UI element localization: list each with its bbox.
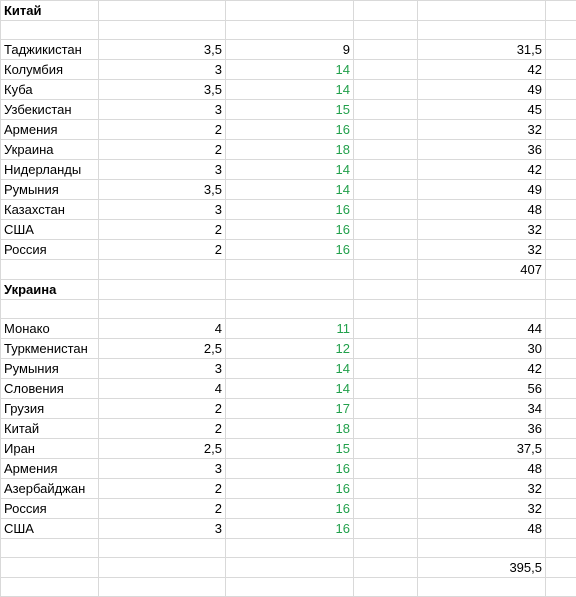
- cell-value-b[interactable]: 2: [99, 120, 226, 140]
- cell-value-d[interactable]: [354, 100, 418, 120]
- cell-value-e[interactable]: 407: [418, 260, 546, 280]
- cell-country[interactable]: США: [1, 220, 99, 240]
- cell-value-e[interactable]: 32: [418, 220, 546, 240]
- cell-empty[interactable]: [546, 1, 576, 21]
- cell-value-c[interactable]: 18: [226, 419, 354, 439]
- cell-value-e[interactable]: 32: [418, 240, 546, 260]
- cell-country[interactable]: Колумбия: [1, 60, 99, 80]
- cell-country[interactable]: Грузия: [1, 399, 99, 419]
- cell-value-d[interactable]: [354, 60, 418, 80]
- cell-country[interactable]: Казахстан: [1, 200, 99, 220]
- cell-value-e[interactable]: [418, 578, 546, 597]
- cell-value-d[interactable]: [354, 558, 418, 578]
- cell-value-e[interactable]: 44: [418, 319, 546, 339]
- cell-value-e[interactable]: 32: [418, 499, 546, 519]
- cell-value-e[interactable]: 48: [418, 519, 546, 539]
- section-header-row: [1, 1, 576, 21]
- cell-empty[interactable]: [546, 280, 576, 300]
- table-row: [1, 539, 576, 558]
- cell-value-b[interactable]: 2: [99, 499, 226, 519]
- cell-value-c[interactable]: 18: [226, 140, 354, 160]
- cell-value-b[interactable]: [99, 300, 226, 319]
- table-row: [1, 160, 576, 180]
- cell-value-b[interactable]: 3: [99, 60, 226, 80]
- cell-value-d[interactable]: [354, 300, 418, 319]
- cell-empty[interactable]: [546, 479, 576, 499]
- cell-value-e[interactable]: 48: [418, 200, 546, 220]
- cell-value-b[interactable]: 2,5: [99, 439, 226, 459]
- cell-value-d[interactable]: [354, 419, 418, 439]
- cell-value-c[interactable]: [226, 21, 354, 40]
- cell-empty[interactable]: [546, 439, 576, 459]
- cell-value-c[interactable]: 16: [226, 499, 354, 519]
- table-row: [1, 399, 576, 419]
- cell-value-d[interactable]: [354, 379, 418, 399]
- cell-value-d[interactable]: [354, 40, 418, 60]
- table-row: [1, 459, 576, 479]
- cell-value-c[interactable]: 16: [226, 200, 354, 220]
- cell-value-e[interactable]: 42: [418, 160, 546, 180]
- cell-value-d[interactable]: [354, 200, 418, 220]
- cell-country[interactable]: Азербайджан: [1, 479, 99, 499]
- cell-value-c[interactable]: [226, 578, 354, 597]
- cell-value-b[interactable]: 4: [99, 379, 226, 399]
- cell-country[interactable]: [1, 300, 99, 319]
- cell-value-b[interactable]: [99, 280, 226, 300]
- table-row: [1, 100, 576, 120]
- cell-value-c[interactable]: 16: [226, 519, 354, 539]
- cell-country[interactable]: Россия: [1, 240, 99, 260]
- cell-value-c[interactable]: 16: [226, 120, 354, 140]
- cell-value-b[interactable]: [99, 578, 226, 597]
- cell-value-c[interactable]: [226, 260, 354, 280]
- cell-country[interactable]: Армения: [1, 120, 99, 140]
- cell-value-d[interactable]: [354, 319, 418, 339]
- cell-value-b[interactable]: 3,5: [99, 40, 226, 60]
- cell-value-d[interactable]: [354, 519, 418, 539]
- cell-value-d[interactable]: [354, 439, 418, 459]
- cell-value-e[interactable]: 48: [418, 459, 546, 479]
- cell-empty[interactable]: [546, 21, 576, 40]
- table-row: [1, 578, 576, 597]
- cell-country[interactable]: Куба: [1, 80, 99, 100]
- cell-value-d[interactable]: [354, 120, 418, 140]
- cell-value-e[interactable]: 49: [418, 180, 546, 200]
- cell-empty[interactable]: [546, 499, 576, 519]
- cell-value-c[interactable]: [226, 280, 354, 300]
- spreadsheet-body: [1, 1, 576, 597]
- cell-value-d[interactable]: [354, 260, 418, 280]
- cell-empty[interactable]: [546, 220, 576, 240]
- cell-country[interactable]: Туркменистан: [1, 339, 99, 359]
- cell-value-b[interactable]: 3: [99, 200, 226, 220]
- cell-value-b[interactable]: 3,5: [99, 180, 226, 200]
- cell-value-c[interactable]: 14: [226, 80, 354, 100]
- cell-value-e[interactable]: 32: [418, 479, 546, 499]
- cell-country[interactable]: США: [1, 519, 99, 539]
- cell-value-c[interactable]: 14: [226, 160, 354, 180]
- cell-value-d[interactable]: [354, 459, 418, 479]
- cell-country[interactable]: Таджикистан: [1, 40, 99, 60]
- cell-value-e[interactable]: 395,5: [418, 558, 546, 578]
- cell-empty[interactable]: [546, 140, 576, 160]
- table-row: [1, 80, 576, 100]
- cell-value-e[interactable]: 42: [418, 359, 546, 379]
- cell-empty[interactable]: [546, 359, 576, 379]
- cell-value-e[interactable]: 42: [418, 60, 546, 80]
- cell-value-b[interactable]: 2: [99, 479, 226, 499]
- table-row: [1, 60, 576, 80]
- cell-value-e[interactable]: 30: [418, 339, 546, 359]
- cell-value-d[interactable]: [354, 240, 418, 260]
- cell-value-c[interactable]: 14: [226, 379, 354, 399]
- cell-empty[interactable]: [546, 260, 576, 280]
- cell-value-e[interactable]: 36: [418, 419, 546, 439]
- table-row: [1, 200, 576, 220]
- cell-value-c[interactable]: [226, 539, 354, 558]
- section-header-row: [1, 280, 576, 300]
- cell-country[interactable]: Румыния: [1, 180, 99, 200]
- cell-value-c[interactable]: 17: [226, 399, 354, 419]
- cell-value-d[interactable]: [354, 140, 418, 160]
- table-row: [1, 260, 576, 280]
- cell-value-d[interactable]: [354, 220, 418, 240]
- table-row: [1, 21, 576, 40]
- cell-value-d[interactable]: [354, 578, 418, 597]
- table-row: [1, 140, 576, 160]
- table-row: [1, 120, 576, 140]
- cell-country[interactable]: [1, 539, 99, 558]
- cell-country[interactable]: [1, 578, 99, 597]
- table-row: [1, 339, 576, 359]
- cell-value-d[interactable]: [354, 399, 418, 419]
- cell-value-b[interactable]: 2: [99, 220, 226, 240]
- table-row: [1, 240, 576, 260]
- cell-value-b[interactable]: [99, 260, 226, 280]
- cell-empty[interactable]: [546, 120, 576, 140]
- cell-value-b[interactable]: 3: [99, 359, 226, 379]
- cell-country[interactable]: Монако: [1, 319, 99, 339]
- cell-country[interactable]: Китай: [1, 419, 99, 439]
- cell-value-d[interactable]: [354, 539, 418, 558]
- cell-value-c[interactable]: 15: [226, 439, 354, 459]
- table-row: [1, 40, 576, 60]
- cell-empty[interactable]: [546, 160, 576, 180]
- cell-value-b[interactable]: [99, 539, 226, 558]
- cell-empty[interactable]: [546, 539, 576, 558]
- cell-value-d[interactable]: [354, 280, 418, 300]
- cell-value-d[interactable]: [354, 339, 418, 359]
- cell-value-b[interactable]: 3,5: [99, 80, 226, 100]
- cell-value-d[interactable]: [354, 80, 418, 100]
- cell-country[interactable]: Иран: [1, 439, 99, 459]
- cell-empty[interactable]: [546, 80, 576, 100]
- cell-country[interactable]: Узбекистан: [1, 100, 99, 120]
- cell-value-b[interactable]: [99, 21, 226, 40]
- cell-value-d[interactable]: [354, 21, 418, 40]
- cell-value-c[interactable]: 14: [226, 359, 354, 379]
- cell-country[interactable]: [1, 260, 99, 280]
- cell-empty[interactable]: [546, 180, 576, 200]
- cell-empty[interactable]: [546, 100, 576, 120]
- cell-empty[interactable]: [546, 240, 576, 260]
- cell-empty[interactable]: [546, 419, 576, 439]
- cell-value-b[interactable]: 3: [99, 160, 226, 180]
- cell-empty[interactable]: [546, 300, 576, 319]
- cell-country[interactable]: Армения: [1, 459, 99, 479]
- table-row: [1, 419, 576, 439]
- cell-empty[interactable]: [546, 558, 576, 578]
- cell-empty[interactable]: [546, 40, 576, 60]
- cell-value-c[interactable]: [226, 1, 354, 21]
- cell-country[interactable]: Украина: [1, 140, 99, 160]
- table-row: [1, 499, 576, 519]
- table-row: [1, 519, 576, 539]
- table-row: [1, 300, 576, 319]
- cell-value-e[interactable]: 56: [418, 379, 546, 399]
- cell-value-c[interactable]: 14: [226, 60, 354, 80]
- cell-empty[interactable]: [546, 519, 576, 539]
- cell-value-b[interactable]: 2,5: [99, 339, 226, 359]
- cell-value-e[interactable]: 37,5: [418, 439, 546, 459]
- cell-country[interactable]: Китай: [1, 1, 99, 21]
- cell-value-b[interactable]: 2: [99, 140, 226, 160]
- cell-value-c[interactable]: 11: [226, 319, 354, 339]
- cell-empty[interactable]: [546, 200, 576, 220]
- cell-value-e[interactable]: [418, 1, 546, 21]
- cell-empty[interactable]: [546, 379, 576, 399]
- cell-value-c[interactable]: [226, 300, 354, 319]
- cell-value-e[interactable]: [418, 21, 546, 40]
- cell-country[interactable]: Словения: [1, 379, 99, 399]
- table-row: [1, 359, 576, 379]
- cell-value-b[interactable]: [99, 558, 226, 578]
- cell-value-b[interactable]: 2: [99, 240, 226, 260]
- cell-value-d[interactable]: [354, 1, 418, 21]
- cell-value-c[interactable]: 16: [226, 459, 354, 479]
- cell-value-b[interactable]: [99, 1, 226, 21]
- cell-value-b[interactable]: 3: [99, 100, 226, 120]
- cell-value-b[interactable]: 2: [99, 419, 226, 439]
- cell-value-e[interactable]: 31,5: [418, 40, 546, 60]
- cell-value-b[interactable]: 3: [99, 459, 226, 479]
- cell-value-d[interactable]: [354, 160, 418, 180]
- cell-empty[interactable]: [546, 60, 576, 80]
- cell-value-d[interactable]: [354, 359, 418, 379]
- table-row: [1, 180, 576, 200]
- cell-country[interactable]: Нидерланды: [1, 160, 99, 180]
- cell-value-e[interactable]: [418, 280, 546, 300]
- table-row: [1, 319, 576, 339]
- cell-value-b[interactable]: 2: [99, 399, 226, 419]
- cell-value-c[interactable]: 16: [226, 220, 354, 240]
- cell-country[interactable]: Россия: [1, 499, 99, 519]
- table-row: [1, 220, 576, 240]
- table-row: [1, 379, 576, 399]
- cell-value-c[interactable]: 15: [226, 100, 354, 120]
- cell-country[interactable]: Украина: [1, 280, 99, 300]
- cell-value-c[interactable]: 12: [226, 339, 354, 359]
- cell-country[interactable]: [1, 21, 99, 40]
- cell-value-b[interactable]: 3: [99, 519, 226, 539]
- cell-empty[interactable]: [546, 578, 576, 597]
- table-row: [1, 479, 576, 499]
- cell-country[interactable]: Румыния: [1, 359, 99, 379]
- cell-value-c[interactable]: 16: [226, 479, 354, 499]
- cell-value-e[interactable]: 36: [418, 140, 546, 160]
- cell-value-e[interactable]: 34: [418, 399, 546, 419]
- cell-value-e[interactable]: 45: [418, 100, 546, 120]
- cell-value-d[interactable]: [354, 499, 418, 519]
- cell-value-e[interactable]: 49: [418, 80, 546, 100]
- cell-value-d[interactable]: [354, 180, 418, 200]
- cell-value-b[interactable]: 4: [99, 319, 226, 339]
- cell-empty[interactable]: [546, 319, 576, 339]
- table-row: [1, 439, 576, 459]
- cell-value-d[interactable]: [354, 479, 418, 499]
- table-row: [1, 558, 576, 578]
- cell-value-e[interactable]: [418, 300, 546, 319]
- cell-value-c[interactable]: 16: [226, 240, 354, 260]
- cell-empty[interactable]: [546, 339, 576, 359]
- cell-empty[interactable]: [546, 459, 576, 479]
- cell-value-e[interactable]: 32: [418, 120, 546, 140]
- cell-empty[interactable]: [546, 399, 576, 419]
- cell-value-c[interactable]: [226, 558, 354, 578]
- cell-value-c[interactable]: 9: [226, 40, 354, 60]
- cell-country[interactable]: [1, 558, 99, 578]
- cell-value-e[interactable]: [418, 539, 546, 558]
- cell-value-c[interactable]: 14: [226, 180, 354, 200]
